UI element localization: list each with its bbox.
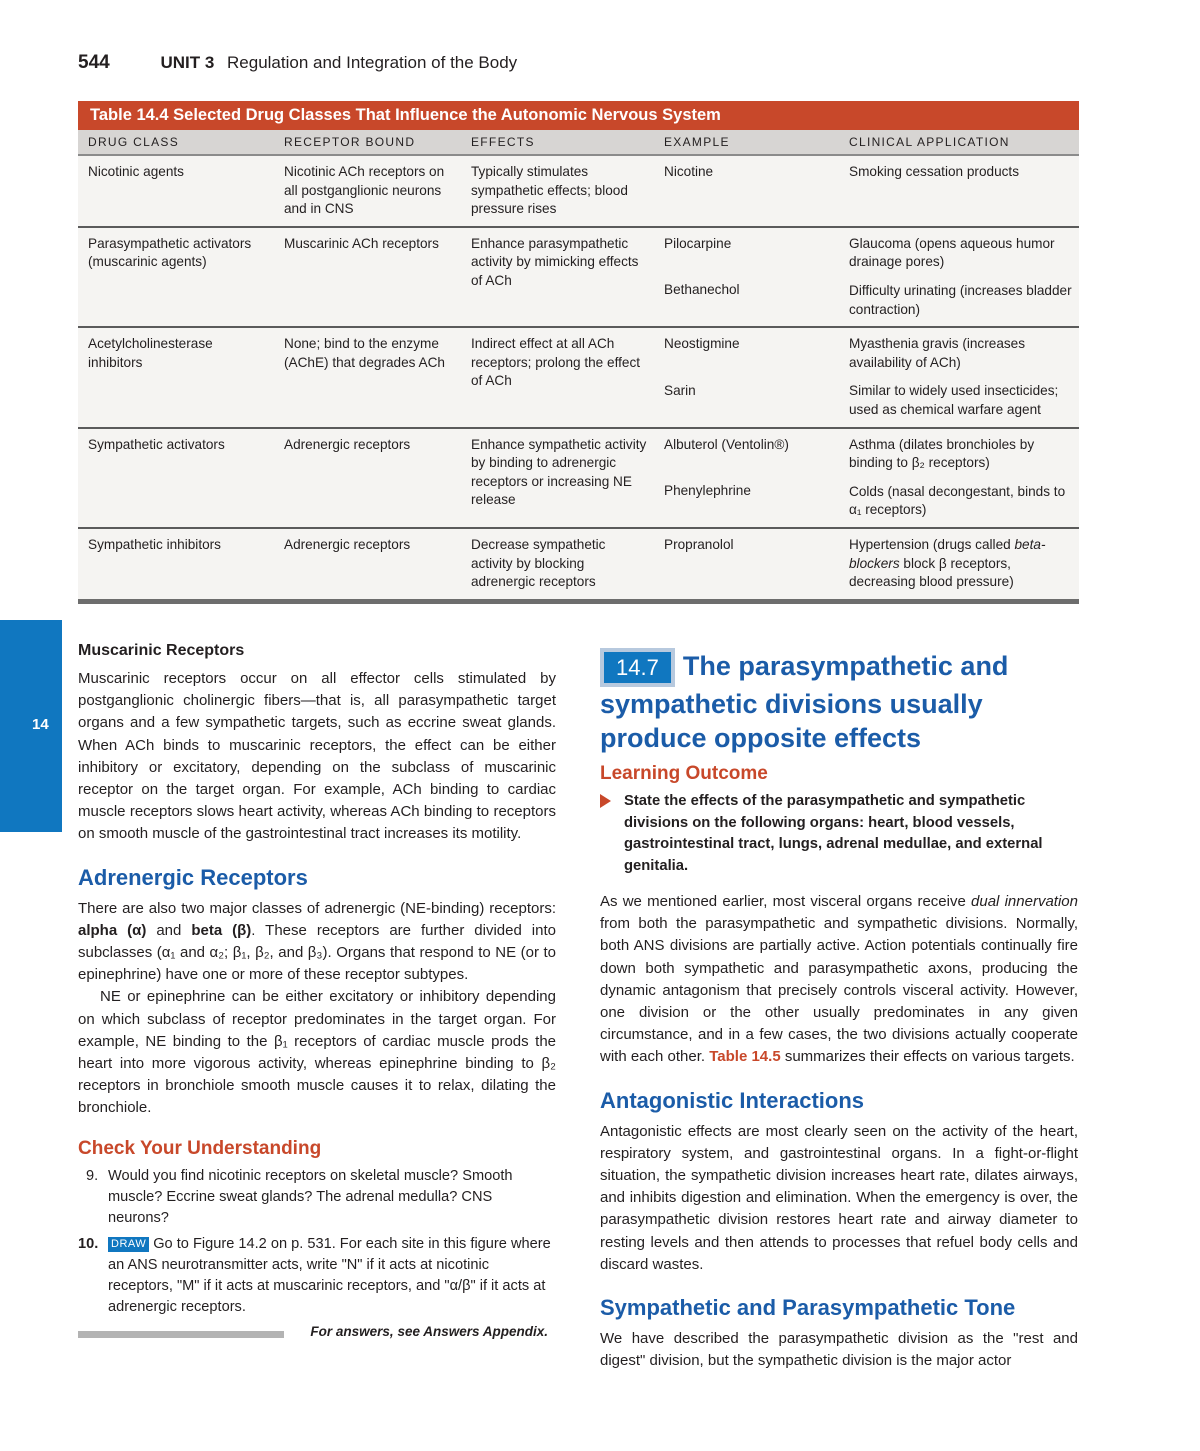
antagonistic-paragraph: Antagonistic effects are most clearly seen on the activity of the heart, respiratory system, and gastrointestinal organs. In a fight-or-flight situation, the sympathetic division increases heart rate, dilates airways, and inhibits digestion and elimination. When the emergency is over, the parasympathetic division restores heart rate and airway diameter to resting levels and then attends to processes that refuel body cells and discard wastes. <box>600 1122 1078 1273</box>
drug-table <box>78 101 1079 604</box>
example-item: Propranolol <box>664 536 734 552</box>
example-cell <box>654 155 839 227</box>
receptor-cell: Adrenergic receptors <box>274 428 461 528</box>
table-row <box>78 227 1079 327</box>
table-reference-link[interactable]: Table 14.5 <box>709 1048 781 1066</box>
muscarinic-paragraph: Muscarinic receptors occur on all effector cells stimulated by postganglionic cholinergic fibers—that is, all parasympathetic target organs and a few sympathetic targets, such as eccrine sweat glands. When ACh binds to muscarinic receptors, the effect can be either inhibitory or excitatory, depending on the subclass of muscarinic receptor on the target organ. For example, ACh binding to cardiac muscle receptors slows heart activity, whereas ACh binding to receptors on smooth muscle of the gastrointestinal tract increases its motility. <box>78 670 556 843</box>
unit-title: Regulation and Integration of the Body <box>227 53 518 72</box>
drug-class-cell: Parasympathetic activators (muscarinic agents) <box>78 227 274 327</box>
antagonistic-heading: Antagonistic Interactions <box>600 1087 865 1113</box>
example-item: Bethanechol <box>664 282 740 298</box>
application-item: Myasthenia gravis (increases availability of ACh) <box>849 336 1026 370</box>
adrenergic-heading: Adrenergic Receptors <box>78 864 308 890</box>
table-row <box>78 155 1079 227</box>
application-item: Similar to widely used insecticides; used as chemical warfare agent <box>849 383 1059 417</box>
application-text: block β receptors, decreasing blood pressure) <box>849 555 1014 590</box>
application-cell <box>839 327 1079 427</box>
adrenergic-paragraph-2: NE or epinephrine can be either excitatory or inhibitory depending on which subclass of receptor predominates in the target organ. For example, NE binding to the β₁ receptors of cardiac muscle prods the heart into more vigorous activity, whereas epinephrine binding to β₂ receptors in bronchiole smooth muscle causes it to relax, dilating the bronchiole. <box>78 988 556 1117</box>
drug-class-cell: Sympathetic inhibitors <box>78 528 274 601</box>
paragraph-text: . These receptors are further divided into subclasses (α₁ and α₂; β₁, β₂, and β₃). Organs that respond to NE (or to epinephrine) have one or more of these receptor subtypes. <box>78 921 556 984</box>
example-item: Albuterol (Ventolin®) <box>664 436 789 452</box>
question-item <box>78 1234 556 1318</box>
example-item: Sarin <box>664 382 696 398</box>
paragraph-text: and <box>146 921 192 939</box>
application-item: Colds (nasal decongestant, binds to α₁ receptors) <box>849 483 1066 518</box>
drug-class-cell: Nicotinic agents <box>78 155 274 227</box>
table-header-row <box>78 130 1079 155</box>
answers-note-row <box>78 1324 556 1346</box>
page-header <box>78 52 517 74</box>
effects-cell: Typically stimulates sympathetic effects; blood pressure rises <box>461 155 654 227</box>
alpha-term: alpha (α) <box>78 921 147 939</box>
section-title: The parasympathetic and sympathetic divisions usually produce opposite effects <box>600 651 1009 753</box>
application-item: Asthma (dilates bronchioles by binding to β₂ receptors) <box>849 436 1035 471</box>
application-term: beta-blockers <box>849 536 1046 571</box>
application-cell <box>839 155 1079 227</box>
question-number: 10. <box>78 1235 99 1252</box>
paragraph-text: As we mentioned earlier, most visceral organs receive <box>600 893 972 910</box>
example-item: Pilocarpine <box>664 235 732 251</box>
question-item <box>78 1166 556 1229</box>
receptor-cell: Muscarinic ACh receptors <box>274 227 461 327</box>
chapter-tab-number: 14 <box>32 716 49 733</box>
example-item: Neostigmine <box>664 336 740 352</box>
example-cell <box>654 528 839 601</box>
example-cell <box>654 428 839 528</box>
check-understanding-heading: Check Your Understanding <box>78 1137 322 1159</box>
chapter-tab <box>0 620 62 832</box>
example-cell <box>654 327 839 427</box>
effects-cell: Enhance sympathetic activity by binding to adrenergic receptors or increasing NE release <box>461 428 654 528</box>
answers-rule <box>78 1331 284 1338</box>
right-column <box>600 648 1078 1372</box>
table-row <box>78 528 1079 601</box>
answers-note: For answers, see Answers Appendix. <box>310 1323 548 1339</box>
question-text: Would you find nicotinic receptors on skeletal muscle? Smooth muscle? Eccrine sweat glands? The adrenal medulla? CNS neurons? <box>108 1167 513 1226</box>
question-text: Go to Figure 14.2 on p. 531. For each site in this figure where an ANS neurotransmitter acts, write "N" if it acts at nicotinic receptors, "M" if it acts at muscarinic receptors, and "α/β" if it acts at adrenergic receptors. <box>108 1235 551 1315</box>
adrenergic-paragraph-1 <box>78 898 556 987</box>
application-item: Glaucoma (opens aqueous humor drainage pores) <box>849 235 1055 270</box>
question-number: 9. <box>86 1167 99 1184</box>
dual-innervation-term: dual innervation <box>971 893 1078 910</box>
effects-cell: Decrease sympathetic activity by blocking adrenergic receptors <box>461 528 654 601</box>
application-text: Hypertension (drugs called <box>849 536 1015 552</box>
application-item: Difficulty urinating (increases bladder contraction) <box>849 282 1072 317</box>
unit-label: UNIT 3 <box>160 53 215 72</box>
receptor-cell: Nicotinic ACh receptors on all postganglionic neurons and in CNS <box>274 155 461 227</box>
application-cell <box>839 528 1079 601</box>
table-row <box>78 428 1079 528</box>
learning-outcome-item <box>600 791 1078 877</box>
column-header: EFFECTS <box>461 130 654 155</box>
application-cell <box>839 428 1079 528</box>
example-item: Phenylephrine <box>664 483 751 499</box>
application-item: Smoking cessation products <box>849 164 1020 179</box>
paragraph-text: There are also two major classes of adrenergic (NE-binding) receptors: <box>78 899 556 917</box>
section-number: 14.7 <box>600 648 675 687</box>
column-header: CLINICAL APPLICATION <box>839 130 1079 155</box>
drug-class-cell: Sympathetic activators <box>78 428 274 528</box>
application-cell <box>839 227 1079 327</box>
muscarinic-heading: Muscarinic Receptors <box>78 642 245 659</box>
tone-paragraph: We have described the parasympathetic division as the "rest and digest" division, but the sympathetic division is the major actor <box>600 1330 1078 1370</box>
drug-classes-table <box>78 130 1079 604</box>
left-column <box>78 642 556 1346</box>
example-cell <box>654 227 839 327</box>
effects-cell: Enhance parasympathetic activity by mimicking effects of ACh <box>461 227 654 327</box>
page-number: 544 <box>78 52 110 73</box>
draw-badge: DRAW <box>108 1237 149 1252</box>
intro-paragraph <box>600 891 1078 1069</box>
column-header: EXAMPLE <box>654 130 839 155</box>
receptor-cell: None; bind to the enzyme (AChE) that degrades ACh <box>274 327 461 427</box>
question-list <box>78 1166 556 1318</box>
table-row <box>78 327 1079 427</box>
effects-cell: Indirect effect at all ACh receptors; prolong the effect of ACh <box>461 327 654 427</box>
section-heading <box>600 648 1078 755</box>
paragraph-text: summarizes their effects on various targets. <box>780 1048 1075 1066</box>
beta-term: beta (β) <box>191 921 252 939</box>
paragraph-text: from both the parasympathetic and sympathetic divisions. Normally, both ANS divisions are partially active. Action potentials continually fire down both sympathetic and parasympathetic axons, producing the dynamic antagonism that precisely controls visceral activity. However, one division or the other usually predominates in any given circumstance, and in a few cases, the two divisions actually cooperate with each other. <box>600 915 1078 1066</box>
triangle-bullet-icon <box>600 794 611 808</box>
drug-class-cell: Acetylcholinesterase inhibitors <box>78 327 274 427</box>
receptor-cell: Adrenergic receptors <box>274 528 461 601</box>
column-header: RECEPTOR BOUND <box>274 130 461 155</box>
tone-heading: Sympathetic and Parasympathetic Tone <box>600 1295 1016 1321</box>
application-item <box>849 536 1073 592</box>
learning-outcome-text: State the effects of the parasympathetic and sympathetic divisions on the following organs: heart, blood vessels, gastrointestinal tract, lungs, adrenal medullae, and external genitalia. <box>624 793 1043 874</box>
column-header: DRUG CLASS <box>78 130 274 155</box>
learning-outcome-heading: Learning Outcome <box>600 763 768 784</box>
table-title: Table 14.4 Selected Drug Classes That Influence the Autonomic Nervous System <box>78 101 1079 130</box>
example-item: Nicotine <box>664 164 714 179</box>
